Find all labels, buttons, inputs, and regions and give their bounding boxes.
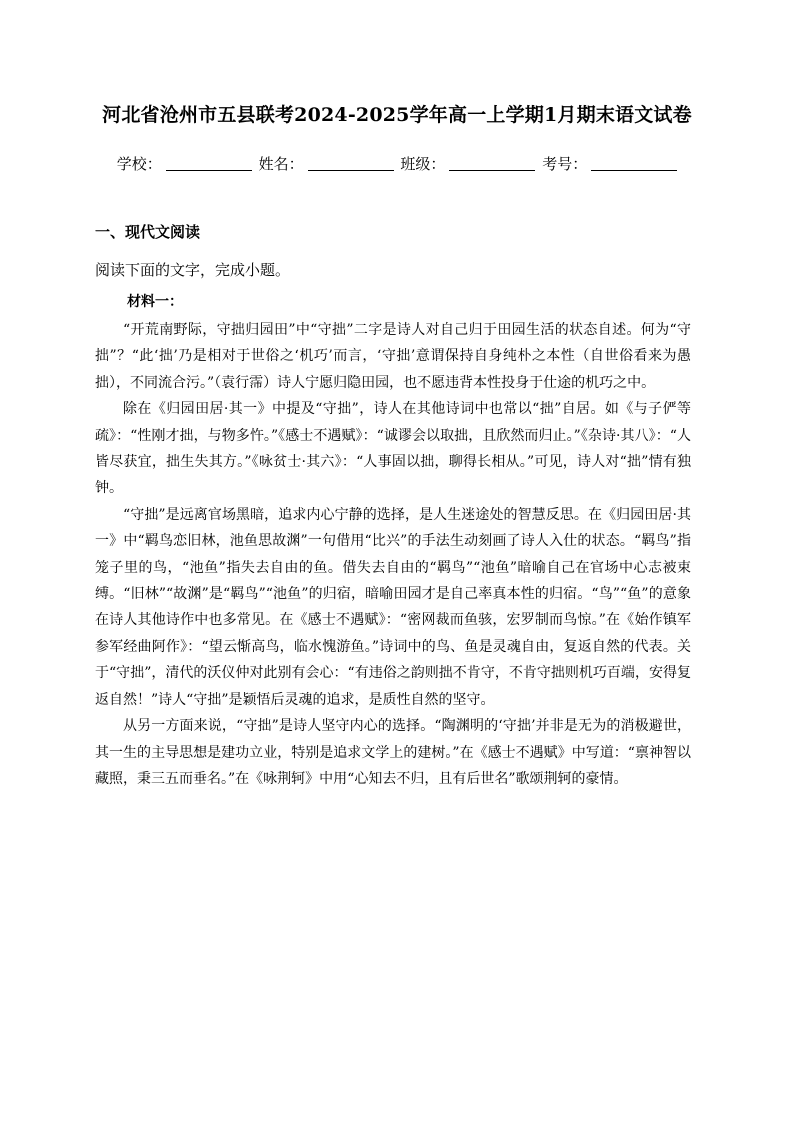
name-label: 姓名：: [258, 155, 304, 173]
reading-passage: [95, 317, 691, 792]
material-label: 材料一：: [127, 294, 183, 310]
class-label: 班级：: [400, 155, 446, 173]
school-label: 学校：: [116, 155, 162, 173]
name-field: [259, 153, 394, 174]
school-blank[interactable]: [166, 170, 252, 171]
passage-paragraph: “守拙”是远离官场黑暗，追求内心宁静的选择，是人生迷途处的智慧反思。在《归园田居·其一》中“羁鸟恋旧林，池鱼思故渊”一句借用“比兴”的手法生动刻画了诗人入仕的状态。“羁鸟”指笼子里的鸟，“池鱼”指失去自由的鱼。借失去自由的“羁鸟”“池鱼”暗喻自己在官场中心志被束缚。“旧林”“故渊”是“羁鸟”“池鱼”的归宿，暗喻田园才是自己率真本性的归宿。“鸟”“鱼”的意象在诗人其他诗作中也多常见。在《感士不遇赋》：“密网裁而鱼骇，宏罗制而鸟惊。”在《始作镇军参军经曲阿作》：“望云惭高鸟，临水愧游鱼。”诗词中的鸟、鱼是灵魂自由，复返自然的代表。关于“守拙”，清代的沃仪仲对此别有会心：“有违俗之韵则拙不肯守，不肯守拙则机巧百端，安得复返自然！”诗人“守拙”是颖悟后灵魂的追求，是质性自然的坚守。: [95, 506, 691, 708]
passage-paragraph: “开荒南野际，守拙归园田”中“守拙”二字是诗人对自己归于田园生活的状态自述。何为“守拙”？“此‘拙’乃是相对于世俗之‘机巧’而言，‘守拙’意谓保持自身纯朴之本性（自世俗看来为愚拙），不同流合污。”（袁行霈）诗人宁愿归隐田园，也不愿违背本性投身于仕途的机巧之中。: [95, 322, 691, 391]
exam-number-field: [542, 153, 677, 174]
student-info-row: [0, 153, 794, 174]
class-blank[interactable]: [449, 170, 535, 171]
page-title: 河北省沧州市五县联考2024-2025学年高一上学期1月期末语文试卷: [102, 104, 692, 126]
section-heading: 一、现代文阅读: [95, 223, 201, 241]
school-field: [117, 153, 252, 174]
reading-instruction: 阅读下面的文字，完成小题。: [95, 261, 291, 279]
passage-paragraph: 从另一方面来说，“守拙”是诗人坚守内心的选择。“陶渊明的‘守拙’并非是无为的消极避世，其一生的主导思想是建功立业，特别是追求文学上的建树。”在《感士不遇赋》中写道：“禀神智以藏照，秉三五而垂名。”在《咏荆轲》中用“心知去不归，且有后世名”歌颂荆轲的豪情。: [95, 718, 691, 787]
exam-number-label: 考号：: [542, 155, 588, 173]
name-blank[interactable]: [308, 170, 394, 171]
exam-number-blank[interactable]: [591, 170, 677, 171]
class-field: [400, 153, 535, 174]
passage-paragraph: 除在《归园田居·其一》中提及“守拙”，诗人在其他诗词中也常以“拙”自居。如《与子俨等疏》：“性刚才拙，与物多忤。”《感士不遇赋》：“诚谬会以取拙，且欣然而归止。”《杂诗·其八》：“人皆尽获宜，拙生失其方。”《咏贫士·其六》：“人事固以拙，聊得长相从。”可见，诗人对“拙”情有独钟。: [95, 401, 691, 497]
